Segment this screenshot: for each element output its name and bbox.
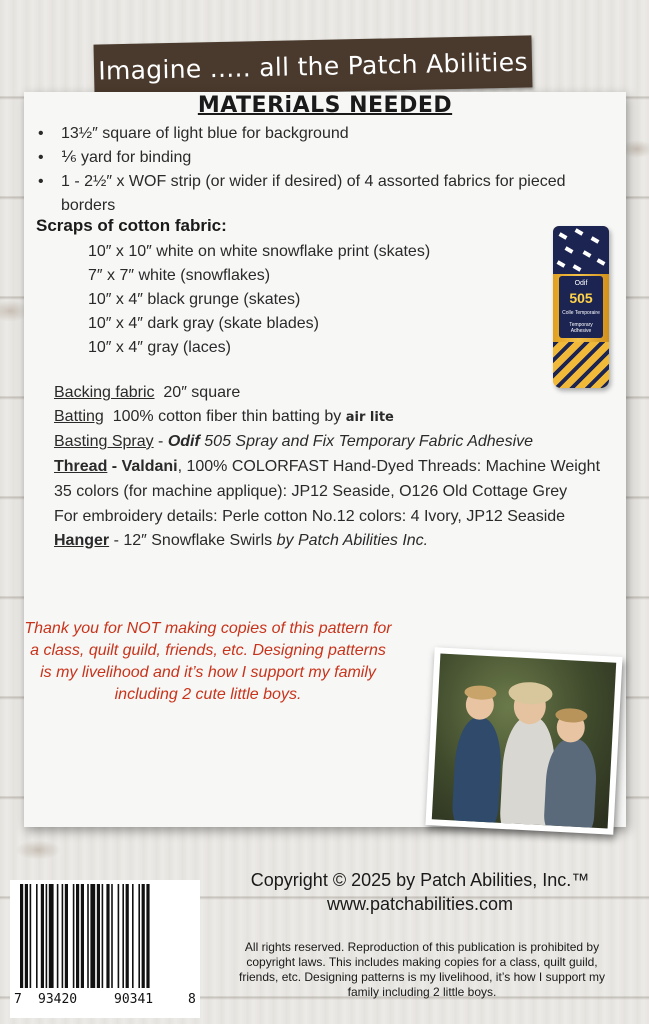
backing-label: Backing fabric <box>54 384 155 401</box>
can-number: 505 <box>569 290 593 306</box>
batting-label: Batting <box>54 408 104 425</box>
bullet-icon: • <box>38 149 44 166</box>
batting-value: 100% cotton fiber thin batting by <box>112 408 342 425</box>
wood-knot <box>15 840 61 860</box>
copy-notice-line: including 2 cute little boys. <box>114 686 302 703</box>
copy-notice-line: a class, quilt guild, friends, etc. Designing patterns <box>30 642 386 659</box>
hanger-by: by Patch Abilities Inc. <box>276 532 429 549</box>
barcode-bar <box>87 884 89 988</box>
embroidery-line: For embroidery details: Perle cotton No.12 colors: 4 Ivory, JP12 Seaside <box>54 508 566 525</box>
thread-colors-line: 35 colors (for machine applique): JP12 Seaside, O126 Old Cottage Grey <box>54 483 568 500</box>
scraps-list <box>88 240 430 360</box>
rights-line: copyright laws. This includes making copies for a class, quilt guild, <box>246 955 598 969</box>
copyright-text: Copyright © 2025 by Patch Abilities, Inc.™ <box>250 870 590 890</box>
barcode-bar <box>30 884 32 988</box>
barcode-digits: 93420 <box>38 992 78 1007</box>
bullet-icon: • <box>38 173 44 190</box>
family-photo <box>425 647 622 835</box>
can-top <box>553 226 609 274</box>
barcode-bar <box>126 884 129 988</box>
thread-label: Thread <box>54 458 108 475</box>
barcode-bar <box>142 884 145 988</box>
list-item: 10″ x 10″ white on white snowflake print (skates) <box>88 243 431 260</box>
title-banner-text: Imagine ..... all the Patch Abilities <box>97 47 529 85</box>
barcode-digit: 7 <box>14 992 22 1007</box>
barcode-bar <box>81 884 84 988</box>
list-item: 7″ x 7″ white (snowflakes) <box>88 267 271 284</box>
basting-line <box>54 433 533 451</box>
page-title: MATERiALS NEEDED <box>197 93 453 118</box>
scraps-heading: Scraps of cotton fabric: <box>36 216 227 235</box>
bullet-icon: • <box>38 125 44 142</box>
can-label <box>559 276 603 338</box>
rights-line: family including 2 little boys. <box>347 985 497 999</box>
adhesive-spray-can-image <box>553 226 609 388</box>
backing-line <box>54 384 240 402</box>
copy-notice-line: Thank you for NOT making copies of this pattern for <box>24 620 392 637</box>
barcode-bar <box>25 884 28 988</box>
list-item <box>36 146 601 170</box>
batting-brand: air lite <box>345 410 394 425</box>
can-label-line: Colle Temporaire <box>562 310 600 316</box>
thread-brand: - Valdani <box>107 458 178 475</box>
list-item <box>36 122 601 146</box>
rights-line: friends, etc. Designing patterns is my livelihood, it’s how I support my <box>239 970 605 984</box>
barcode-bar <box>111 884 113 988</box>
batting-line <box>54 408 394 426</box>
barcode-bar <box>73 884 75 988</box>
barcode-bar <box>90 884 95 988</box>
thread-line <box>54 458 600 476</box>
copy-notice-line: is my livelihood and it’s how I support my family <box>40 664 376 681</box>
barcode-bar <box>62 884 64 988</box>
backing-value: 20″ square <box>163 384 241 401</box>
barcode-bars <box>18 884 192 988</box>
list-item: 10″ x 4″ black grunge (skates) <box>88 291 301 308</box>
rights-notice <box>208 940 636 1000</box>
barcode-bar <box>97 884 100 988</box>
hanger-line <box>54 532 428 550</box>
basting-value: 505 Spray and Fix Temporary Fabric Adhesive <box>204 433 534 450</box>
barcode <box>10 880 200 1018</box>
copy-notice <box>14 618 402 706</box>
can-label-line: Temporary Adhesive <box>569 322 593 334</box>
hanger-value: - 12″ Snowflake Swirls <box>109 532 277 549</box>
barcode-bar <box>36 884 38 988</box>
basting-brand: Odif <box>167 433 200 450</box>
barcode-bar <box>106 884 109 988</box>
list-item: 10″ x 4″ dark gray (skate blades) <box>88 315 319 332</box>
barcode-bar <box>41 884 44 988</box>
bullet-text: ⅙ yard for binding <box>61 149 192 166</box>
bullet-text: 13½″ square of light blue for background <box>61 125 349 142</box>
website-link[interactable]: www.patchabilities.com <box>326 894 514 914</box>
barcode-digits: 90341 <box>114 992 154 1007</box>
barcode-bar <box>46 884 48 988</box>
barcode-bar <box>132 884 134 988</box>
basting-dash: - <box>153 433 168 450</box>
barcode-bar <box>65 884 68 988</box>
barcode-bar <box>118 884 120 988</box>
barcode-digit: 8 <box>188 992 196 1007</box>
barcode-bar <box>102 884 104 988</box>
hanger-label: Hanger <box>54 532 110 549</box>
barcode-bar <box>122 884 124 988</box>
barcode-bar <box>138 884 140 988</box>
barcode-bar <box>146 884 149 988</box>
list-item: 10″ x 4″ gray (laces) <box>88 339 231 356</box>
list-item <box>36 170 601 218</box>
family-photo-image <box>432 654 616 829</box>
barcode-bar <box>20 884 23 988</box>
rights-line: All rights reserved. Reproduction of this publication is prohibited by <box>244 940 600 954</box>
bullet-text: 1 - 2½″ x WOF strip (or wider if desired) of 4 assorted fabrics for pieced borders <box>61 173 566 214</box>
can-bottom-pattern <box>553 342 609 388</box>
barcode-bar <box>76 884 79 988</box>
title-banner <box>94 35 533 96</box>
thread-value: , 100% COLORFAST Hand-Dyed Threads: Machine Weight <box>177 458 601 475</box>
can-brand: Odif <box>574 280 588 287</box>
materials-bullet-list <box>36 122 601 218</box>
barcode-bar <box>57 884 59 988</box>
basting-label: Basting Spray <box>54 433 154 450</box>
barcode-bar <box>49 884 54 988</box>
